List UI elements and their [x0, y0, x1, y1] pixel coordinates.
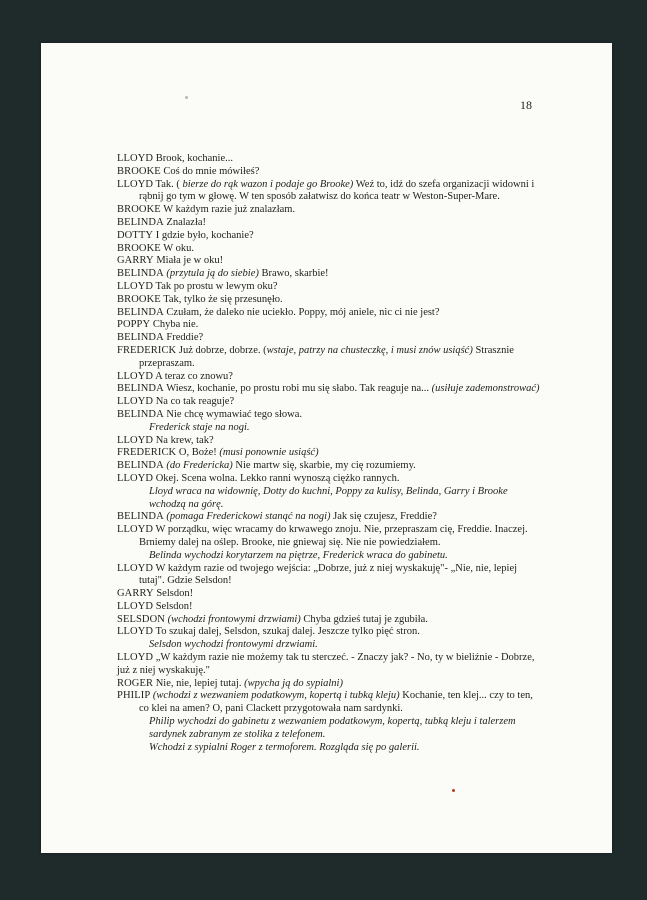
- script-body: [117, 153, 542, 754]
- dialogue-text: Znalazła!: [166, 216, 207, 228]
- dialogue-text: Kochanie, ten klej... czy to ten, co klei na amen? O, pani Clackett przygotowała nam sardynki.: [139, 690, 533, 715]
- dialogue-line: [117, 281, 542, 294]
- inline-stage-direction: (przytula ją do siebie): [166, 268, 259, 280]
- dialogue-line: [117, 371, 542, 384]
- speaker-name: BELINDA: [117, 511, 164, 523]
- dialogue-line: [117, 294, 542, 307]
- dialogue-line: [117, 230, 542, 243]
- dialogue-line: [117, 268, 542, 281]
- ink-dot: [452, 789, 455, 792]
- dialogue-line: [117, 307, 542, 320]
- dialogue-line: [117, 166, 542, 179]
- dialogue-text: W porządku, więc wracamy do krwawego znoju. Nie, przepraszam cię, Freddie. Inaczej. Brniemy dalej na oślep. Brooke, nie gniewaj się. Nie nie powiedziałem.: [139, 524, 528, 548]
- dialogue-line: [117, 678, 542, 691]
- inline-stage-direction: (usiłuje zademonstrować): [431, 383, 540, 395]
- dialogue-line: [117, 204, 542, 217]
- dialogue-text: Jak się czujesz, Freddie?: [330, 511, 437, 523]
- speaker-name: BROOKE: [117, 242, 161, 254]
- dialogue-text: Już dobrze, dobrze. (: [178, 344, 267, 356]
- dialogue-line: [117, 153, 542, 166]
- speaker-name: LLOYD: [117, 396, 154, 408]
- dialogue-text: Okej. Scena wolna. Lekko ranni wynoszą ciężko rannych.: [155, 472, 400, 484]
- dialogue-line: [117, 255, 542, 268]
- speaker-name: BROOKE: [117, 293, 161, 305]
- dialogue-text: W każdym razie już znalazłam.: [163, 204, 296, 216]
- speaker-name: DOTTY: [117, 229, 154, 241]
- dialogue-line: [117, 652, 542, 678]
- speaker-name: LLOYD: [117, 370, 154, 382]
- dialogue-text: Chyba gdzieś tutaj je zgubiła.: [300, 613, 428, 625]
- dialogue-text: Freddie?: [166, 332, 204, 344]
- inline-stage-direction: (pomaga Frederickowi stanąć na nogi): [166, 511, 331, 523]
- dialogue-text: Miała je w oku!: [156, 255, 224, 267]
- dialogue-line: [117, 690, 542, 716]
- speaker-name: BELINDA: [117, 408, 164, 420]
- dialogue-text: Brawo, skarbie!: [258, 268, 329, 280]
- speaker-name: LLOYD: [117, 524, 154, 536]
- inline-stage-direction: (do Fredericka): [166, 460, 233, 472]
- dialogue-line: [117, 409, 542, 422]
- stage-direction: Philip wychodzi do gabinetu z wezwaniem podatkowym, kopertą, tubką kleju i talerzem sardynek zabranym ze stolika z telefonem.: [149, 716, 516, 740]
- dialogue-text: A teraz co znowu?: [155, 370, 233, 382]
- dialogue-line: [117, 588, 542, 601]
- dialogue-line: [117, 524, 542, 550]
- dialogue-text: Coś do mnie mówiłeś?: [163, 165, 260, 177]
- speaker-name: BELINDA: [117, 383, 164, 395]
- script-page: [41, 43, 612, 853]
- dialogue-text: Tak po prostu w lewym oku?: [155, 280, 278, 292]
- speaker-name: LLOYD: [117, 600, 154, 612]
- dialogue-text: Selsdon!: [156, 588, 194, 600]
- stage-direction: Frederick staje na nogi.: [149, 421, 250, 433]
- stage-direction: Selsdon wychodzi frontowymi drzwiami.: [149, 639, 318, 651]
- stage-direction: Lloyd wraca na widownię, Dotty do kuchni, Poppy za kulisy, Belinda, Garry i Brooke wchodzą na górę.: [149, 485, 508, 510]
- inline-stage-direction: (musi ponownie usiąść): [219, 447, 319, 459]
- speaker-name: LLOYD: [117, 562, 154, 574]
- speaker-name: BELINDA: [117, 332, 164, 344]
- dialogue-line: [117, 614, 542, 627]
- dialogue-line: [117, 319, 542, 332]
- dialogue-line: [117, 511, 542, 524]
- dialogue-line: [117, 601, 542, 614]
- dialogue-line: [117, 383, 542, 396]
- stage-direction: Belinda wychodzi korytarzem na piętrze, Frederick wraca do gabinetu.: [149, 549, 448, 561]
- dialogue-text: Tak. (: [155, 178, 180, 190]
- dialogue-text: To szukaj dalej, Selsdon, szukaj dalej. Jeszcze tylko pięć stron.: [155, 626, 420, 638]
- stage-direction: Wchodzi z sypialni Roger z termoforem. Rozgląda się po galerii.: [149, 741, 420, 753]
- speaker-name: LLOYD: [117, 153, 154, 164]
- speaker-name: LLOYD: [117, 178, 154, 190]
- dialogue-text: Nie martw się, skarbie, my cię rozumiemy.: [232, 460, 416, 472]
- dialogue-line: [117, 626, 542, 639]
- inline-stage-direction: (wchodzi frontowymi drzwiami): [167, 613, 301, 625]
- page-number: 18: [520, 98, 532, 112]
- paper-smudge: [185, 96, 188, 99]
- dialogue-text: Nie, nie, lepiej tutaj.: [155, 677, 245, 689]
- dialogue-text: I gdzie było, kochanie?: [155, 229, 254, 241]
- speaker-name: BELINDA: [117, 268, 164, 280]
- dialogue-text: Na krew, tak?: [155, 434, 214, 446]
- dialogue-line: [117, 243, 542, 256]
- speaker-name: FREDERICK: [117, 447, 177, 459]
- dialogue-text: Selsdon!: [155, 600, 193, 612]
- dialogue-line: [117, 447, 542, 460]
- speaker-name: BELINDA: [117, 460, 164, 472]
- speaker-name: PHILIP: [117, 690, 151, 702]
- speaker-name: LLOYD: [117, 626, 154, 638]
- speaker-name: BELINDA: [117, 216, 164, 228]
- inline-stage-direction: (wchodzi z wezwaniem podatkowym, kopertą i tubką kleju): [152, 690, 400, 702]
- speaker-name: LLOYD: [117, 280, 154, 292]
- speaker-name: FREDERICK: [117, 344, 177, 356]
- speaker-name: LLOYD: [117, 652, 154, 664]
- dialogue-text: Wiesz, kochanie, po prostu robi mu się słabo. Tak reaguje na...: [166, 383, 432, 395]
- dialogue-text: Strasznie przepraszam.: [139, 344, 514, 369]
- speaker-name: LLOYD: [117, 434, 154, 446]
- dialogue-text: Brook, kochanie...: [155, 153, 233, 164]
- speaker-name: SELSDON: [117, 613, 165, 625]
- inline-stage-direction: bierze do rąk wazon i podaje go Brooke): [179, 178, 354, 190]
- speaker-name: BELINDA: [117, 306, 164, 318]
- dialogue-line: [117, 217, 542, 230]
- speaker-name: ROGER: [117, 677, 154, 689]
- dialogue-line: [117, 435, 542, 448]
- dialogue-text: Nie chcę wymawiać tego słowa.: [166, 408, 302, 420]
- dialogue-line: [117, 179, 542, 205]
- dialogue-text: W każdym razie od twojego wejścia: „Dobrze, już z niej wyskakuję"- „Nie, nie, lepiej tutaj". Gdzie Selsdon!: [139, 562, 518, 587]
- dialogue-line: [117, 563, 542, 589]
- dialogue-text: Chyba nie.: [152, 319, 199, 331]
- dialogue-text: Czułam, że daleko nie uciekło. Poppy, mój aniele, nic ci nie jest?: [166, 306, 440, 318]
- dialogue-text: Tak, tylko że się przesunęło.: [163, 293, 283, 305]
- dialogue-line: [117, 460, 542, 473]
- dialogue-line: [117, 332, 542, 345]
- dialogue-text: O, Boże!: [178, 447, 220, 459]
- speaker-name: LLOYD: [117, 472, 154, 484]
- speaker-name: BROOKE: [117, 204, 161, 216]
- dialogue-line: [117, 396, 542, 409]
- speaker-name: POPPY: [117, 319, 151, 331]
- speaker-name: GARRY: [117, 588, 154, 600]
- inline-stage-direction: wstaje, patrzy na chusteczkę, i musi znów usiąść): [266, 344, 473, 356]
- dialogue-line: [117, 345, 542, 371]
- speaker-name: GARRY: [117, 255, 154, 267]
- speaker-name: BROOKE: [117, 165, 161, 177]
- inline-stage-direction: (wpycha ją do sypialni): [244, 677, 343, 689]
- dialogue-text: Na co tak reaguje?: [155, 396, 235, 408]
- dialogue-text: W oku.: [163, 242, 194, 254]
- dialogue-line: [117, 473, 542, 486]
- dialogue-text: „W każdym razie nie możemy tak tu sterczeć. - Znaczy jak? - No, ty w bieliźnie - Dobrze, już z niej wyskakuję.": [117, 652, 535, 676]
- dialogue-text: Weź to, idź do szefa organizacji widowni i rąbnij go tym w głowę. W ten sposób załatwisz do końca teatr w Weston-Super-Mare.: [139, 178, 535, 203]
